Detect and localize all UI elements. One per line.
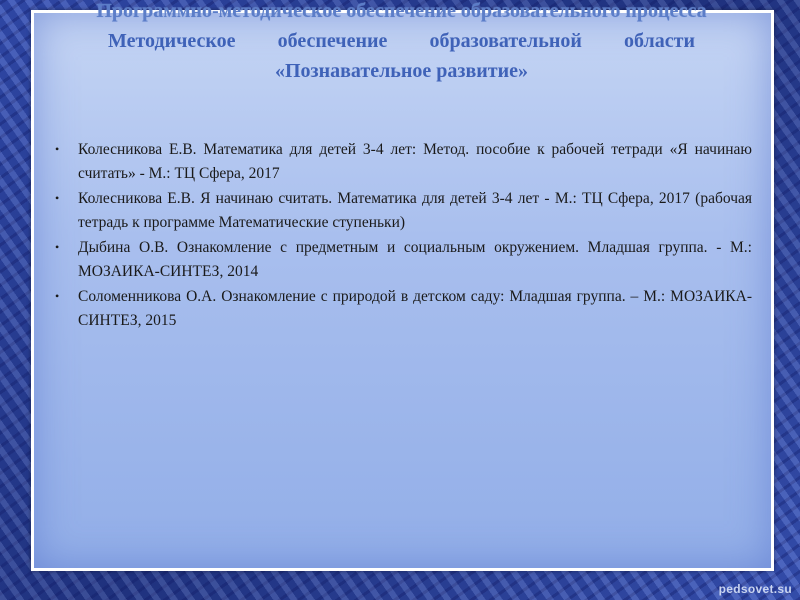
title-word: Методическое [108, 30, 236, 52]
reference-item [52, 236, 752, 283]
title-line-3: «Познавательное развитие» [274, 60, 528, 82]
title-line-1: Программно-методическое обеспечение образовательного процесса [96, 0, 707, 22]
bullet: • [55, 289, 60, 303]
title-word: области [624, 30, 695, 52]
reference-text: Колесникова Е.В. Математика для детей 3-4 лет: Метод. пособие к рабочей тетради «Я начинаю считать» - М.: ТЦ Сфера, 2017 [78, 141, 752, 182]
watermark: pedsovet.su [718, 582, 792, 596]
bullet: • [55, 191, 60, 205]
reference-item [52, 138, 752, 185]
bullet: • [55, 240, 60, 254]
title-word: образовательной [429, 30, 582, 52]
title-line-2 [34, 26, 769, 56]
slide-title [34, 0, 769, 86]
reference-item [52, 187, 752, 234]
reference-list [52, 138, 752, 334]
reference-item [52, 285, 752, 332]
reference-text: Соломенникова О.А. Ознакомление с природой в детском саду: Младшая группа. – М.: МОЗАИКА-СИНТЕЗ, 2015 [78, 288, 752, 329]
reference-text: Колесникова Е.В. Я начинаю считать. Математика для детей 3-4 лет - М.: ТЦ Сфера, 2017 (рабочая тетрадь к программе Математические ступеньки) [78, 190, 752, 231]
reference-text: Дыбина О.В. Ознакомление с предметным и социальным окружением. Младшая группа. - М.: МОЗАИКА-СИНТЕЗ, 2014 [78, 239, 752, 280]
bullet: • [55, 142, 60, 156]
title-word: обеспечение [277, 30, 388, 52]
